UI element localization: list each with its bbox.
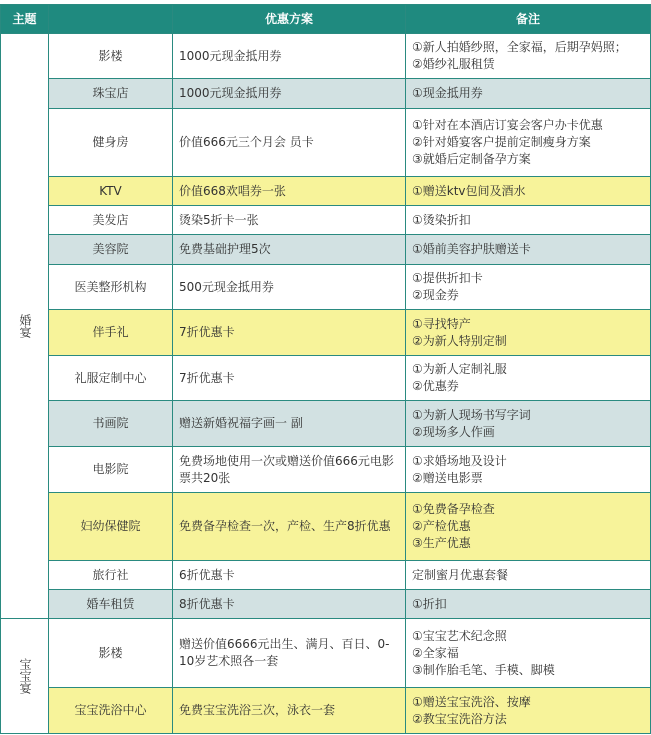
offer-cell: 7折优惠卡 bbox=[173, 310, 406, 356]
offer-cell: 7折优惠卡 bbox=[173, 356, 406, 401]
note-cell bbox=[406, 310, 651, 356]
note-line: ②全家福 bbox=[412, 645, 459, 660]
table-row bbox=[1, 688, 651, 734]
category-cell: 珠宝店 bbox=[49, 79, 173, 109]
theme-cell: 婚宴 bbox=[1, 34, 49, 619]
table-row bbox=[1, 235, 651, 265]
note-line: ②赠送电影票 bbox=[412, 470, 483, 485]
note-line: ①婚前美容护肤赠送卡 bbox=[412, 242, 531, 256]
category-cell: 影楼 bbox=[49, 619, 173, 688]
category-cell: 电影院 bbox=[49, 447, 173, 493]
category-cell: KTV bbox=[49, 177, 173, 206]
category-cell: 影楼 bbox=[49, 34, 173, 79]
note-cell bbox=[406, 561, 651, 590]
table-row bbox=[1, 619, 651, 688]
note-line: ①现金抵用券 bbox=[412, 86, 483, 100]
note-cell bbox=[406, 206, 651, 235]
offer-cell: 价值666元三个月会 员卡 bbox=[173, 109, 406, 177]
note-cell bbox=[406, 493, 651, 561]
category-cell: 礼服定制中心 bbox=[49, 356, 173, 401]
header-theme: 主题 bbox=[1, 5, 49, 34]
offer-cell: 500元现金抵用券 bbox=[173, 265, 406, 310]
offers-table bbox=[0, 4, 651, 734]
note-cell bbox=[406, 688, 651, 734]
table-row bbox=[1, 310, 651, 356]
category-cell: 医美整形机构 bbox=[49, 265, 173, 310]
category-cell: 美发店 bbox=[49, 206, 173, 235]
note-line: ①求婚场地及设计 bbox=[412, 453, 507, 468]
note-line: ①宝宝艺术纪念照 bbox=[412, 628, 507, 643]
note-line: ②婚纱礼服租赁 bbox=[412, 57, 495, 71]
category-cell: 宝宝洗浴中心 bbox=[49, 688, 173, 734]
note-cell bbox=[406, 177, 651, 206]
theme-cell: 宝宝宴 bbox=[1, 619, 49, 734]
note-line: ①免费备孕检查 bbox=[412, 502, 495, 516]
offer-cell: 免费场地使用一次或赠送价值666元电影票共20张 bbox=[173, 447, 406, 493]
offer-cell: 6折优惠卡 bbox=[173, 561, 406, 590]
category-cell: 旅行社 bbox=[49, 561, 173, 590]
table-row bbox=[1, 356, 651, 401]
category-cell: 美容院 bbox=[49, 235, 173, 265]
note-line: ①寻找特产 bbox=[412, 316, 471, 331]
offer-cell: 烫染5折卡一张 bbox=[173, 206, 406, 235]
offer-cell: 免费基础护理5次 bbox=[173, 235, 406, 265]
note-line: ②现场多人作画 bbox=[412, 424, 495, 439]
note-line: ①为新人定制礼服 bbox=[412, 362, 507, 376]
note-line: ①新人拍婚纱照，全家福，后期孕妈照； bbox=[412, 40, 627, 54]
note-line: ①折扣 bbox=[412, 596, 447, 611]
offer-cell: 免费宝宝洗浴三次，泳衣一套 bbox=[173, 688, 406, 734]
table-row bbox=[1, 401, 651, 447]
note-line: ①赠送ktv包间及酒水 bbox=[412, 183, 526, 198]
note-line: ②教宝宝洗浴方法 bbox=[412, 711, 507, 726]
note-line: ①赠送宝宝洗浴、按摩 bbox=[412, 694, 531, 709]
category-cell: 妇幼保健院 bbox=[49, 493, 173, 561]
note-cell bbox=[406, 447, 651, 493]
note-line: 定制蜜月优惠套餐 bbox=[412, 567, 509, 582]
offer-cell: 1000元现金抵用券 bbox=[173, 79, 406, 109]
note-line: ②产检优惠 bbox=[412, 519, 471, 533]
table-row bbox=[1, 109, 651, 177]
note-cell bbox=[406, 34, 651, 79]
note-cell bbox=[406, 356, 651, 401]
table-row bbox=[1, 561, 651, 590]
table-row bbox=[1, 34, 651, 79]
note-line: ③就婚后定制备孕方案 bbox=[412, 152, 531, 166]
header-note: 备注 bbox=[406, 5, 651, 34]
table-row bbox=[1, 447, 651, 493]
note-line: ②为新人特别定制 bbox=[412, 333, 507, 348]
note-line: ②针对婚宴客户提前定制瘦身方案 bbox=[412, 135, 591, 149]
table-row bbox=[1, 177, 651, 206]
category-cell: 伴手礼 bbox=[49, 310, 173, 356]
note-line: ①提供折扣卡 bbox=[412, 271, 483, 285]
note-line: ②优惠券 bbox=[412, 379, 459, 393]
note-line: ①针对在本酒店订宴会客户办卡优惠 bbox=[412, 118, 603, 132]
note-cell bbox=[406, 109, 651, 177]
offer-cell: 8折优惠卡 bbox=[173, 590, 406, 619]
offer-cell: 赠送新婚祝福字画一 副 bbox=[173, 401, 406, 447]
table-header-row bbox=[1, 5, 651, 34]
note-cell bbox=[406, 79, 651, 109]
offer-cell: 1000元现金抵用券 bbox=[173, 34, 406, 79]
category-cell: 健身房 bbox=[49, 109, 173, 177]
note-cell bbox=[406, 619, 651, 688]
table-row bbox=[1, 79, 651, 109]
note-line: ①烫染折扣 bbox=[412, 212, 471, 227]
category-cell: 婚车租赁 bbox=[49, 590, 173, 619]
note-line: ③生产优惠 bbox=[412, 536, 471, 550]
offer-cell: 价值668欢唱券一张 bbox=[173, 177, 406, 206]
note-cell bbox=[406, 235, 651, 265]
note-cell bbox=[406, 590, 651, 619]
note-cell bbox=[406, 265, 651, 310]
note-line: ③制作胎毛笔、手模、脚模 bbox=[412, 662, 555, 677]
table-row bbox=[1, 493, 651, 561]
header-offer: 优惠方案 bbox=[173, 5, 406, 34]
table-row bbox=[1, 265, 651, 310]
category-cell: 书画院 bbox=[49, 401, 173, 447]
note-line: ②现金券 bbox=[412, 288, 459, 302]
offer-cell: 赠送价值6666元出生、满月、百日、0-10岁艺术照各一套 bbox=[173, 619, 406, 688]
note-cell bbox=[406, 401, 651, 447]
offer-cell: 免费备孕检查一次，产检、生产8折优惠 bbox=[173, 493, 406, 561]
table-row bbox=[1, 590, 651, 619]
header-category bbox=[49, 5, 173, 34]
note-line: ①为新人现场书写字词 bbox=[412, 407, 531, 422]
table-row bbox=[1, 206, 651, 235]
